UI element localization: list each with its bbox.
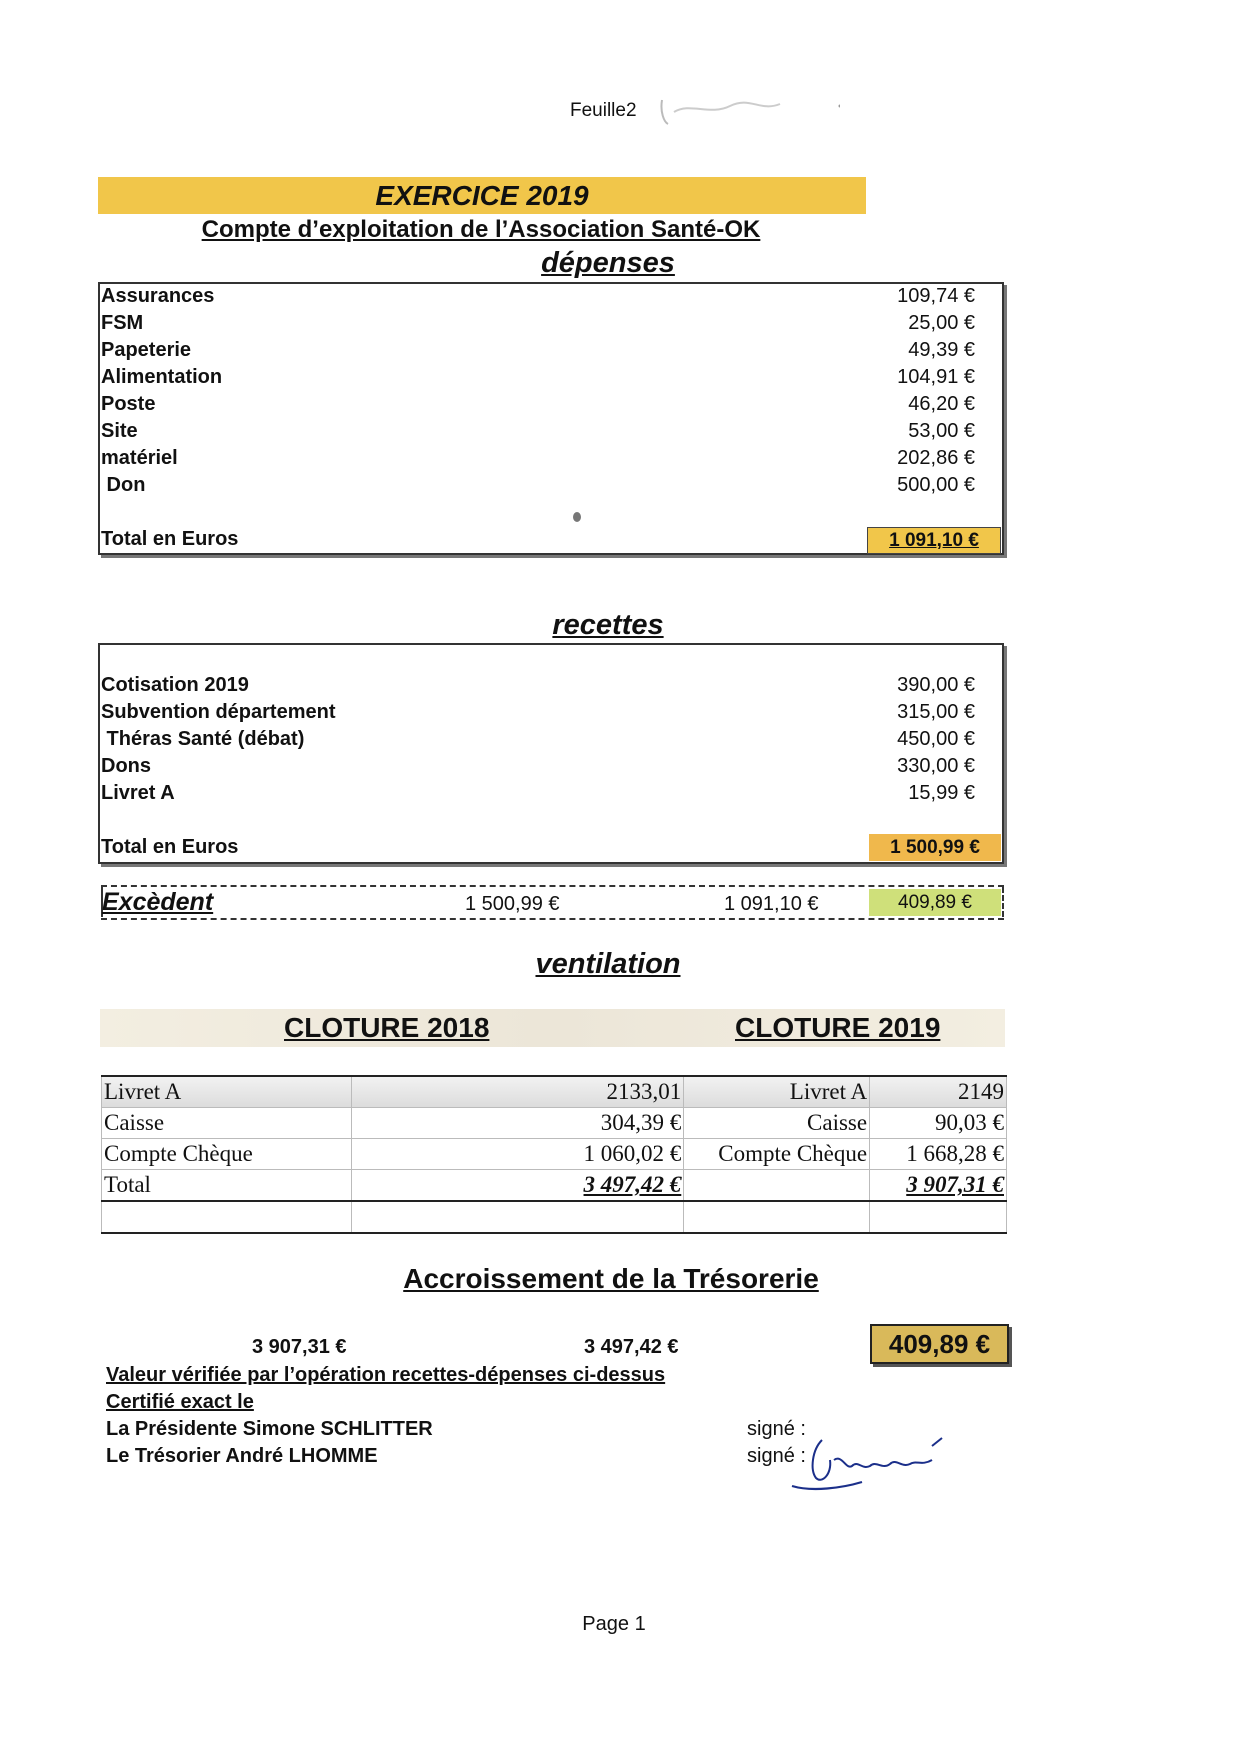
recettes-heading: recettes xyxy=(552,609,664,641)
recettes-row-label: Cotisation 2019 xyxy=(101,674,249,696)
ventilation-row xyxy=(102,1076,1007,1108)
empty-cell xyxy=(870,1201,1007,1233)
ventilation-row xyxy=(102,1108,1007,1139)
recettes-row-value: 330,00 € xyxy=(897,755,975,777)
depenses-row-value: 500,00 € xyxy=(897,474,975,496)
depenses-row-label: FSM xyxy=(101,312,144,334)
cloture-2019-label: Livret A xyxy=(684,1076,870,1108)
excedent-top-dash xyxy=(101,885,1004,887)
excedent-right-border xyxy=(1002,887,1004,917)
depenses-row-label: Site xyxy=(101,420,138,442)
accroissement-value-2018: 3 497,42 € xyxy=(584,1336,679,1358)
depenses-row-label: Assurances xyxy=(101,285,215,307)
accroissement-value-2019: 3 907,31 € xyxy=(252,1336,347,1358)
empty-cell xyxy=(684,1201,870,1233)
depenses-row-label: Papeterie xyxy=(101,339,192,361)
depenses-row-value: 46,20 € xyxy=(908,393,975,415)
recettes-row-label: Dons xyxy=(101,755,151,777)
depenses-row-value: 109,74 € xyxy=(897,285,975,307)
depenses-heading: dépenses xyxy=(541,247,675,279)
cloture-2018-label: Caisse xyxy=(102,1108,352,1139)
depenses-row-value: 104,91 € xyxy=(897,366,975,388)
cloture-2018-title: CLOTURE 2018 xyxy=(284,1012,490,1043)
recettes-total-label: Total en Euros xyxy=(101,836,239,858)
tresorier-signature xyxy=(782,1430,992,1500)
ventilation-total-label: Total xyxy=(102,1170,352,1202)
recettes-row-label: Théras Santé (débat) xyxy=(101,728,305,750)
ventilation-table xyxy=(101,1075,1007,1234)
ventilation-heading: ventilation xyxy=(535,948,681,980)
cloture-2019-value: 2149 xyxy=(870,1076,1007,1108)
depenses-row-label: Alimentation xyxy=(101,366,223,388)
ventilation-row xyxy=(102,1139,1007,1170)
depenses-row-label: Don xyxy=(101,474,146,496)
cloture-2019-label: Compte Chèque xyxy=(684,1139,870,1170)
signe-tresorier: signé : xyxy=(747,1445,806,1467)
pencil-scribble xyxy=(660,92,840,132)
scan-speck xyxy=(573,512,581,522)
empty-cell xyxy=(684,1170,870,1202)
excedent-depenses: 1 091,10 € xyxy=(724,893,819,915)
recettes-row-value: 450,00 € xyxy=(897,728,975,750)
cloture-2019-value: 1 668,28 € xyxy=(870,1139,1007,1170)
page-number: Page 1 xyxy=(582,1613,646,1635)
signe-presidente: signé : xyxy=(747,1418,806,1440)
tresorier-text: Le Trésorier André LHOMME xyxy=(106,1445,378,1467)
presidente-text: La Présidente Simone SCHLITTER xyxy=(106,1418,433,1440)
depenses-total-value: 1 091,10 € xyxy=(867,527,1001,554)
exercice-title: EXERCICE 2019 xyxy=(375,180,589,211)
ventilation-empty-row xyxy=(102,1201,1007,1233)
depenses-row-value: 49,39 € xyxy=(908,339,975,361)
depenses-row-label: matériel xyxy=(101,447,178,469)
recettes-row-value: 315,00 € xyxy=(897,701,975,723)
cloture-2018-label: Compte Chèque xyxy=(102,1139,352,1170)
excedent-label: Excèdent xyxy=(102,888,214,916)
cloture-2018-label: Livret A xyxy=(102,1076,352,1108)
accroissement-heading: Accroissement de la Trésorerie xyxy=(403,1263,819,1294)
cloture-2018-value: 304,39 € xyxy=(351,1108,684,1139)
ventilation-total-row xyxy=(102,1170,1007,1202)
cloture-2018-value: 2133,01 xyxy=(351,1076,684,1108)
compte-subtitle: Compte d’exploitation de l’Association Santé-OK xyxy=(201,216,761,243)
accroissement-result: 409,89 € xyxy=(870,1324,1009,1364)
empty-cell xyxy=(102,1201,352,1233)
recettes-row-value: 15,99 € xyxy=(908,782,975,804)
sheet-name: Feuille2 xyxy=(570,100,637,121)
cloture-2019-total: 3 907,31 € xyxy=(870,1170,1007,1202)
depenses-row-value: 25,00 € xyxy=(908,312,975,334)
cloture-2019-label: Caisse xyxy=(684,1108,870,1139)
recettes-total-value: 1 500,99 € xyxy=(869,834,1001,861)
depenses-row-value: 202,86 € xyxy=(897,447,975,469)
excedent-bottom-dash xyxy=(101,918,1004,920)
cloture-2019-title: CLOTURE 2019 xyxy=(735,1012,941,1043)
cloture-2018-value: 1 060,02 € xyxy=(351,1139,684,1170)
verification-text: Valeur vérifiée par l’opération recettes-dépenses ci-dessus xyxy=(106,1364,666,1386)
recettes-row-label: Subvention département xyxy=(101,701,336,723)
cloture-2018-total: 3 497,42 € xyxy=(351,1170,684,1202)
empty-cell xyxy=(351,1201,684,1233)
excedent-recettes: 1 500,99 € xyxy=(465,893,560,915)
cloture-2019-value: 90,03 € xyxy=(870,1108,1007,1139)
excedent-result: 409,89 € xyxy=(869,889,1001,916)
depenses-row-value: 53,00 € xyxy=(908,420,975,442)
recettes-row-value: 390,00 € xyxy=(897,674,975,696)
recettes-row-label: Livret A xyxy=(101,782,175,804)
certifie-text: Certifié exact le xyxy=(106,1391,254,1413)
depenses-row-label: Poste xyxy=(101,393,156,415)
depenses-total-label: Total en Euros xyxy=(101,528,239,550)
